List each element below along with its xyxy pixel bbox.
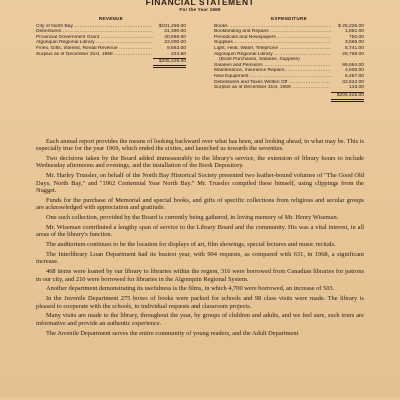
revenue-amount: 40,668.60 xyxy=(164,34,186,40)
revenue-title: REVENUE xyxy=(98,15,124,21)
statement-title: FINANCIAL STATEMENT xyxy=(145,0,255,7)
report-paragraph: Mr. Wiseman contributed a lengthy span of service to the Library Board and the community. His was a vital interest, in all areas of the library's function. xyxy=(36,223,364,239)
expenditure-amount: 5,467.00 xyxy=(344,73,364,79)
expenditure-total-underline xyxy=(331,99,364,102)
revenue-label: Algonquin Regional Library ..... xyxy=(36,40,153,46)
expenditure-label: (Book Purchases, Salaries, Supplies) xyxy=(219,57,300,63)
financial-columns xyxy=(36,16,364,127)
revenue-total-underline xyxy=(153,65,186,68)
expenditure-amount: $ 25,226.00 xyxy=(338,23,364,29)
revenue-amount: $101,258.00 xyxy=(158,23,186,29)
expenditure-amount: 3,566.00 xyxy=(344,40,364,46)
revenue-label: Fines, Gifts, Interest, Rental Revenue ..... xyxy=(36,46,153,52)
revenue-amount: 9,663.00 xyxy=(166,46,186,51)
expenditure-label: Algonquin Regional Library ..... xyxy=(214,52,331,58)
revenue-amount: 224.50 xyxy=(171,51,186,57)
revenue-amount: 23,000.00 xyxy=(164,40,186,46)
revenue-column xyxy=(36,16,186,127)
expenditure-amount: 99,664.00 xyxy=(342,62,364,68)
statement-subtitle: For the Year 1969 xyxy=(179,6,221,12)
revenue-label: Surplus as of December 31st, 1968 ..... xyxy=(36,52,153,58)
expenditure-label: Bookbinding and Repairs ..... xyxy=(214,29,331,35)
expenditure-label: Supplies ..... xyxy=(214,40,331,46)
statement-heading xyxy=(36,0,364,13)
expenditure-amount: 143.00 xyxy=(349,85,364,91)
revenue-label: Debentures ..... xyxy=(36,29,153,35)
revenue-rows xyxy=(36,24,186,58)
expenditure-label: Salaries and Pensions ..... xyxy=(214,63,331,69)
expenditure-label: Light, Heat, Water, Telephone ..... xyxy=(214,46,331,52)
report-paragraph: The Juvenile Department serves the entire community of young readers, and the Adult Department xyxy=(46,329,299,337)
report-body xyxy=(36,138,364,340)
revenue-label: Provincial Government Grant ..... xyxy=(36,35,153,41)
report-paragraph: Many visits are made to the library, throughout the year, by groups of children and adults, and we feel sure, such tours are informative and provide an authentic experience. xyxy=(36,312,364,327)
expenditure-amount: 750.00 xyxy=(349,34,364,40)
report-paragraph: 468 items were loaned by our library to libraries within the region, 316 were borrowed from Canadian libraries for patrons in our city, and 210 were borrowed for libraries in the Algonquin Regional System. xyxy=(36,268,364,283)
expenditure-amount: 5,741.00 xyxy=(344,46,364,51)
revenue-row xyxy=(36,52,186,58)
expenditure-label: Surplus as of December 31st, 1969 ..... xyxy=(214,85,331,91)
expenditure-rows xyxy=(214,24,364,91)
report-paragraph: Each annual report provides the means of looking backward over what has been, and looking ahead, to what may be. This is especially true for the year 1969, which ended the sixties, and launched us towards the seventies. xyxy=(36,138,364,153)
revenue-total: $205,425.00 xyxy=(158,59,186,65)
report-paragraph: Two decisions taken by the Board added immeasurably to the library's service, the extension of library hours to include Wednesday afternoons and evenings, and the installation of the Book Depository. xyxy=(36,155,364,170)
report-paragraph: One such collection, provided by the Board is currently being gathered, in loving memory of Mr. Henry Wiseman. xyxy=(46,214,339,222)
expenditure-amount: 26,769.00 xyxy=(342,51,364,57)
expenditure-column xyxy=(214,16,364,127)
report-paragraph: Mr. Harley Trussler, on behalf of the North Bay Historical Society presented two leather-bound volumes of "The Good Old Days, North Bay," and "1962 Centennial Year North Bay." Mr. Trussler compiled these himself, using clippings from the Nugget. xyxy=(36,172,364,194)
expenditure-amount: 1,881.00 xyxy=(344,29,364,35)
expenditure-label: New Equipment ..... xyxy=(214,74,331,80)
expenditure-label: Periodicals and Newspapers ..... xyxy=(214,35,331,41)
report-paragraph: Another department demonstrating its usefulness is the films, in which 4,700 were borrowed, an increase of 503. xyxy=(46,285,335,293)
report-paragraph: Funds for the purchase of Memorial and special books, and gifts of specific collections from religious and secular groups are acknowledged with appreciation and gratitude. xyxy=(36,196,364,212)
expenditure-label: Books ..... xyxy=(214,24,331,30)
expenditure-total: $206,425.00 xyxy=(336,92,364,98)
expenditure-title: EXPENDITURE xyxy=(271,15,307,21)
revenue-amount: 31,490.00 xyxy=(164,29,186,35)
report-paragraph: The auditorium continues to be the location for displays of art, film showings, special lectures and music recitals. xyxy=(46,241,336,249)
revenue-label: City of North Bay ..... xyxy=(36,24,153,30)
expenditure-amount: 32,522.00 xyxy=(342,79,364,85)
report-paragraph: In the Juvenile Department 275 boxes of books were packed for schools and 98 class visits were made. The library is pleased to cooperate with the schools, to individual requests and classroom projects. xyxy=(36,295,364,310)
expenditure-label: Maintenance, Insurance Repairs ..... xyxy=(214,68,331,74)
expenditure-amount: 4,500.00 xyxy=(344,68,364,74)
expenditure-row xyxy=(214,85,364,91)
expenditure-label: Debentures and Taxes Written Off ..... xyxy=(214,80,331,86)
report-paragraph: The Interlibrary Loan Department had its busiest year, with 904 requests, as compared with 631, in 1968, a significant increase. xyxy=(36,251,364,266)
